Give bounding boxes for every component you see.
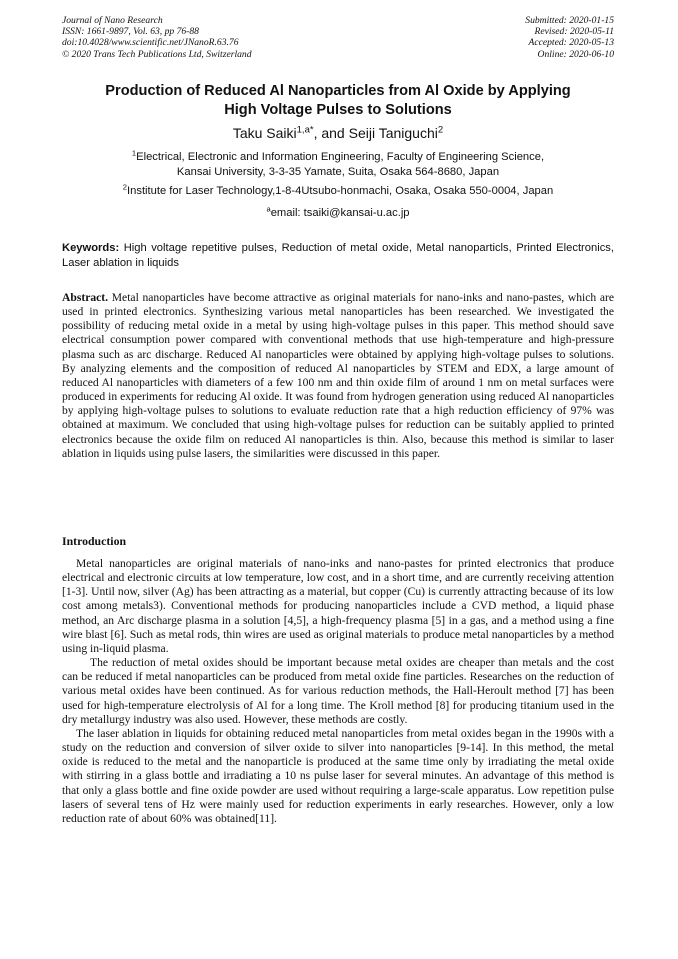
affiliation-2 xyxy=(62,184,614,199)
affiliation-1 xyxy=(62,150,614,179)
author-1-sup: 1,a* xyxy=(296,124,314,136)
paper-title xyxy=(62,82,614,119)
title-line-2: High Voltage Pulses to Solutions xyxy=(224,101,452,118)
date-accepted: Accepted: 2020-05-13 xyxy=(528,37,614,49)
email-sup: a xyxy=(266,204,271,214)
email-text: email: tsaiki@kansai-u.ac.jp xyxy=(270,207,410,219)
journal-name: Journal of Nano Research xyxy=(62,15,163,26)
date-online: Online: 2020-06-10 xyxy=(537,48,614,60)
affiliation-2-text: Institute for Laser Technology,1-8-4Utsubo-honmachi, Osaka, Osaka 550-0004, Japan xyxy=(127,185,554,197)
submission-dates xyxy=(525,15,614,60)
journal-doi: doi:10.4028/www.scientific.net/JNanoR.63.76 xyxy=(62,37,239,49)
author-list xyxy=(62,124,614,142)
intro-paragraph-3: The laser ablation in liquids for obtaining reduced metal nanoparticles from metal oxides began in the 1990s with a study on the reduction and conversion of silver oxide to silver into nanoparticles [9-14]. In this method, the metal oxide is reduced to the metal and the nanoparticle is produced at the same time only by irradiating the metal oxide with stirring in a glass bottle and irradiating a 10 ns pulse laser for several minutes. An advantage of this method is that only a glass bottle and fine oxide powder are used without requiring a large-scale apparatus. Low repetition pulse lasers of several tens of Hz were mainly used for reduction experiments in early researches. However, only a low reduction rate of about 60% was obtained[11]. xyxy=(62,726,614,825)
keywords xyxy=(62,241,614,270)
journal-issn: ISSN: 1661-9897, Vol. 63, pp 76-88 xyxy=(62,26,199,38)
section-heading-introduction: Introduction xyxy=(62,534,127,548)
title-line-1: Production of Reduced Al Nanoparticles from Al Oxide by Applying xyxy=(105,83,571,99)
journal-info xyxy=(62,15,252,60)
intro-paragraph-2: The reduction of metal oxides should be important because metal oxides are cheaper than metals and the cost can be reduced if metal nanoparticles can be produced from metal oxide fine particles. Researches on the reduction of various metal oxides have been continued. As for various reduction methods, the Hall-Heroult method [7] has been used for high-temperature electrolysis of Al for a long time. The Kroll method [8] for producing titanium used in the dry metallurgy industry was also used. However, these methods are costly. xyxy=(62,656,614,726)
author-2-sup: 2 xyxy=(437,124,444,136)
author-2: Seiji Taniguchi xyxy=(348,125,438,141)
keywords-label: Keywords: xyxy=(62,242,120,254)
abstract xyxy=(62,291,614,461)
affiliation-1-line-2: Kansai University, 3-3-35 Yamate, Suita, Osaka 564-8680, Japan xyxy=(176,165,500,178)
abstract-text: Metal nanoparticles have become attractive as original materials for nano-inks and nano-pastes, which are used in printed electronics. Synthesizing various metal nanoparticles has been researched. We investigated the possibility of reducing metal oxide in a metal by using high-voltage pulses in this paper. This method should save electrical consumption power compared with conventional methods that use high-temperature and high-pressure plasma such as arc discharge. Reduced Al nanoparticles were obtained by applying high-voltage pulses to solutions. By analyzing elements and the composition of reduced Al nanoparticles by STEM and EDX, a large amount of reduced Al nanoparticles with diameters of a few 100 nm and thin oxide film of around 1 nm on metal surfaces were produced in experiments for reducing Al oxide. It was found from hydrogen generation using reduced Al nanoparticles by applying high-voltage pulses to solutions to evaluate reduction rate that a high reduction efficiency of 97% was obtained at maximum. We concluded that using high-voltage pulses for reduction can be suitably applied to printed electronics because the oxide film on reduced Al nanoparticles is thin. Also, because this method is similar to laser ablation in liquids using pulse lasers, the similarities were discussed in this paper. xyxy=(62,291,614,460)
journal-copyright: © 2020 Trans Tech Publications Ltd, Switzerland xyxy=(62,48,252,60)
author-separator: , and xyxy=(313,125,349,141)
corresponding-email xyxy=(62,206,614,221)
affiliation-2-sup: 2 xyxy=(122,182,128,192)
affiliation-1-sup: 1 xyxy=(131,148,137,158)
date-submitted: Submitted: 2020-01-15 xyxy=(525,15,614,26)
abstract-label: Abstract. xyxy=(62,291,109,304)
author-1: Taku Saiki xyxy=(232,125,297,141)
intro-paragraph-1: Metal nanoparticles are original materials of nano-inks and nano-pastes for printed electronics that produce electrical and electronic circuits at low temperature, low cost, and in a short time, and are currently receiving attention [1-3]. Until now, silver (Ag) has been attracting as a material, but copper (Cu) is currently attracting because of its low cost among metals3). Conventional methods for producing nanoparticles include a CVD method, a liquid phase method, an Arc discharge plasma in a solution [4,5], a high-frequency plasma [5] in a gas, and a method using a fine wire blast [6]. Such as metal rods, thin wires are used as original materials to produce metal nanoparticles by a method using in-liquid plasma. xyxy=(62,557,614,655)
keywords-text: High voltage repetitive pulses, Reduction of metal oxide, Metal nanoparticls, Printed Electronics, Laser ablation in liquids xyxy=(62,242,614,269)
date-revised: Revised: 2020-05-11 xyxy=(534,26,614,38)
affiliation-1-line-1: Electrical, Electronic and Information Engineering, Faculty of Engineering Science, xyxy=(136,151,545,163)
introduction-body xyxy=(62,557,614,826)
